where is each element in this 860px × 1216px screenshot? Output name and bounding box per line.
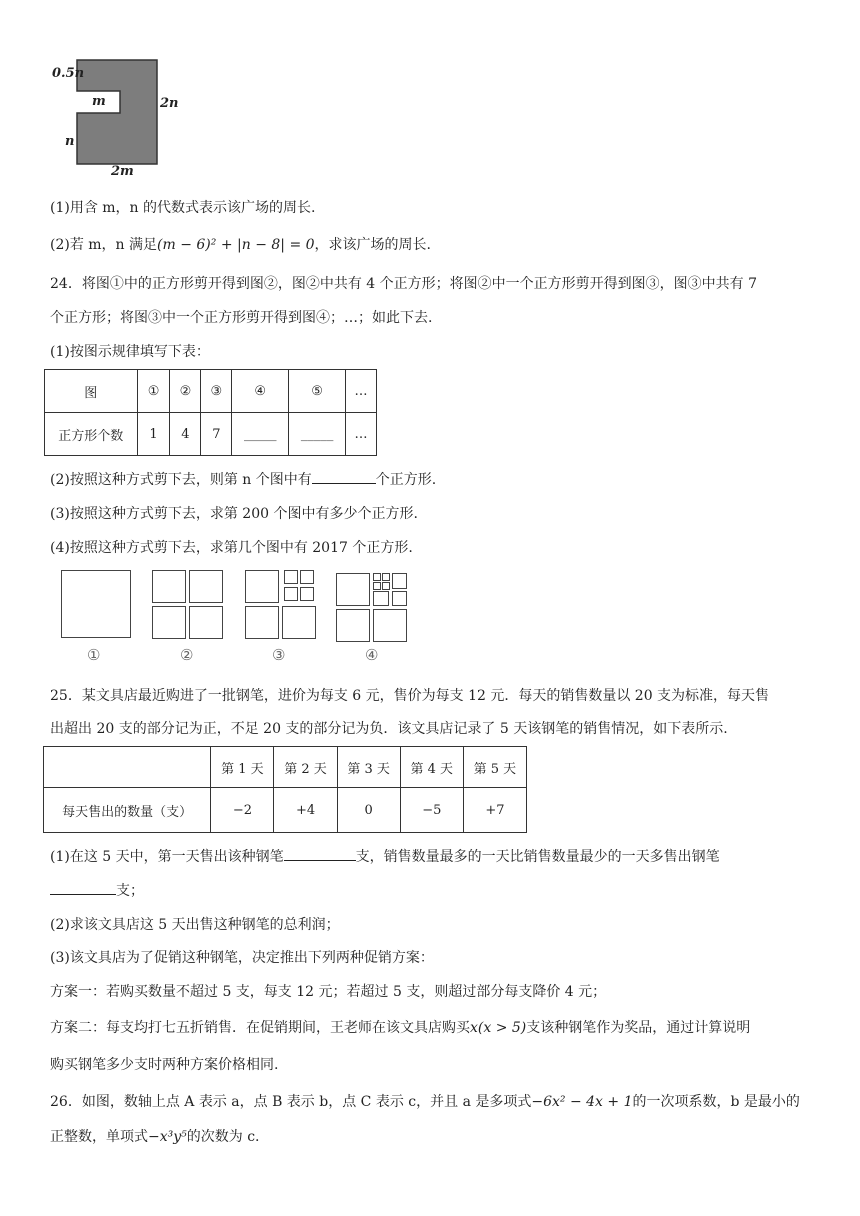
square (61, 570, 131, 638)
table-cell: −5 (400, 788, 463, 833)
table-cell: 4 (170, 413, 201, 456)
square (284, 570, 298, 584)
q25-table (43, 746, 527, 833)
q25-plan2-expr: x(x > 5) (470, 1020, 527, 1036)
square (336, 573, 370, 606)
table-row (44, 788, 527, 833)
q24-part3: (3)按照这种方式剪下去，求第 200 个图中有多少个正方形. (50, 506, 418, 522)
square (284, 587, 298, 601)
square (373, 591, 389, 606)
q25-part3: (3)该文具店为了促销这种钢笔，决定推出下列两种促销方案： (50, 950, 434, 966)
fig-label-2: ② (180, 646, 194, 664)
square (382, 573, 390, 581)
label-top: 0.5n (52, 66, 85, 81)
square (382, 582, 390, 590)
table-cell: ② (170, 370, 201, 413)
table-cell: _____ (289, 413, 346, 456)
square (336, 609, 370, 642)
label-bottom: 2m (111, 164, 134, 179)
fig-label-3: ③ (272, 646, 286, 664)
square (189, 606, 223, 639)
square (373, 609, 407, 642)
table-cell: ③ (201, 370, 232, 413)
q23-part1: (1)用含 m，n 的代数式表示该广场的周长. (50, 200, 316, 216)
square (392, 573, 407, 589)
plaza-shape (76, 59, 158, 165)
square (300, 570, 314, 584)
square (300, 587, 314, 601)
table-cell: _____ (232, 413, 289, 456)
q25-plan2-pre: 方案二：每支均打七五折销售．在促销期间，王老师在该文具店购买 (50, 1020, 470, 1036)
q23-part2 (50, 234, 431, 254)
table-cell: −2 (211, 788, 274, 833)
label-right: 2n (160, 96, 179, 111)
table-cell (44, 747, 211, 788)
q26-line2 (50, 1126, 260, 1146)
q26-line2-expr: −x³y⁵ (148, 1129, 187, 1145)
q24-table (44, 369, 377, 456)
table-cell: +7 (463, 788, 526, 833)
q25-plan1: 方案一：若购买数量不超过 5 支，每支 12 元；若超过 5 支，则超过部分每支降价 4 元； (50, 984, 607, 1000)
table-cell: 7 (201, 413, 232, 456)
q25-part1 (50, 846, 720, 866)
q24-intro-line1: 24．将图①中的正方形剪开得到图②，图②中共有 4 个正方形；将图②中一个正方形剪开得到图③，图③中共有 7 (50, 276, 757, 292)
q26-line2-pre: 正整数，单项式 (50, 1129, 148, 1145)
q26-line1-post: 的一次项系数，b 是最小的 (632, 1094, 800, 1110)
table-cell: 第 4 天 (400, 747, 463, 788)
square (189, 570, 223, 603)
answer-blank (50, 894, 116, 895)
table-cell: 0 (337, 788, 400, 833)
q25-plan2-post: 支该种钢笔作为奖品，通过计算说明 (526, 1020, 751, 1036)
table-cell: 第 3 天 (337, 747, 400, 788)
q24-part2 (50, 469, 436, 489)
table-cell: +4 (274, 788, 337, 833)
q24-part1: (1)按图示规律填写下表： (50, 344, 210, 360)
q26-line1-pre: 26．如图，数轴上点 A 表示 a，点 B 表示 b，点 C 表示 c，并且 a 是多项式 (50, 1094, 532, 1110)
fig-label-4: ④ (365, 646, 379, 664)
square (373, 573, 381, 581)
table-cell: ① (137, 370, 170, 413)
square (282, 606, 316, 639)
label-left: n (65, 134, 75, 149)
q26-line1-expr: −6x² − 4x + 1 (531, 1094, 633, 1110)
q25-part1-cont (50, 880, 144, 900)
table-cell: 第 2 天 (274, 747, 337, 788)
q25-plan2-line2: 购买钢笔多少支时两种方案价格相同. (50, 1057, 279, 1073)
q24-intro-line2: 个正方形；将图③中一个正方形剪开得到图④；…；如此下去. (50, 310, 433, 326)
square (245, 606, 279, 639)
table-cell: 正方形个数 (45, 413, 138, 456)
square (245, 570, 279, 603)
table-row (45, 413, 377, 456)
q25-intro-line1: 25．某文具店最近购进了一批钢笔，进价为每支 6 元，售价为每支 12 元．每天的销售数量以 20 支为标准，每天售 (50, 688, 770, 704)
q26-line2-post: 的次数为 c. (186, 1129, 260, 1145)
square (373, 582, 381, 590)
q25-intro-line2: 出超出 20 支的部分记为正，不足 20 支的部分记为负．该文具店记录了 5 天该钢笔的销售情况，如下表所示. (50, 721, 728, 737)
table-row (44, 747, 527, 788)
q25-plan2 (50, 1017, 750, 1037)
square (392, 591, 407, 606)
table-cell: … (346, 370, 377, 413)
answer-blank (284, 860, 356, 861)
q24-part4: (4)按照这种方式剪下去，求第几个图中有 2017 个正方形. (50, 540, 413, 556)
q24-part2-pre: (2)按照这种方式剪下去，则第 n 个图中有 (50, 472, 312, 488)
table-row (45, 370, 377, 413)
q26-line1 (50, 1091, 800, 1111)
q25-part1-end: 支； (116, 883, 144, 899)
table-cell: 第 1 天 (211, 747, 274, 788)
fig-label-1: ① (87, 646, 101, 664)
square (152, 570, 186, 603)
table-cell: … (346, 413, 377, 456)
table-cell: 图 (45, 370, 138, 413)
q23-part2-pre: (2)若 m，n 满足 (50, 237, 158, 253)
q25-part1-mid: 支，销售数量最多的一天比销售数量最少的一天多售出钢笔 (355, 849, 720, 865)
q23-part2-expr: (m − 6)² + |n − 8| = 0 (157, 237, 315, 253)
table-cell: 第 5 天 (463, 747, 526, 788)
label-m: m (92, 94, 106, 109)
table-cell: ④ (232, 370, 289, 413)
square (152, 606, 186, 639)
q24-part2-post: 个正方形. (375, 472, 437, 488)
table-cell: 每天售出的数量（支） (44, 788, 211, 833)
q25-part1-pre: (1)在这 5 天中，第一天售出该种钢笔 (50, 849, 284, 865)
table-cell: ⑤ (289, 370, 346, 413)
q25-part2: (2)求该文具店这 5 天出售这种钢笔的总利润； (50, 917, 340, 933)
table-cell: 1 (137, 413, 170, 456)
answer-blank (312, 483, 376, 484)
q23-part2-post: ，求该广场的周长. (314, 237, 431, 253)
